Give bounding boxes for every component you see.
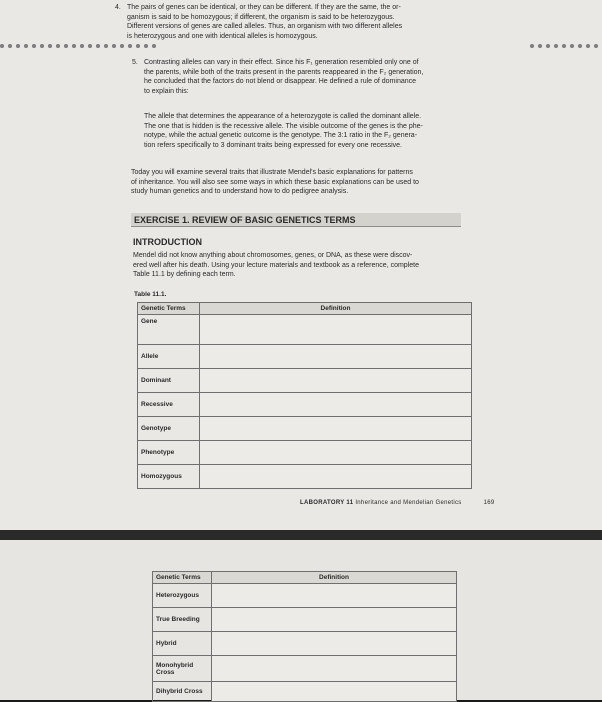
page-gap bbox=[0, 530, 602, 540]
definition-cell[interactable] bbox=[212, 608, 457, 632]
table-row bbox=[138, 315, 472, 345]
page-number: 169 bbox=[483, 500, 495, 506]
paragraph-line: of inheritance. You will also see some ways in which these basic explanations can be used to bbox=[131, 178, 419, 186]
definition-cell[interactable] bbox=[212, 632, 457, 656]
list-item-line: Contrasting alleles can vary in their effect. Since his F₁ generation resembled only one of bbox=[144, 59, 419, 66]
term-cell: Dihybrid Cross bbox=[153, 682, 212, 702]
table-row bbox=[138, 441, 472, 465]
definition-cell[interactable] bbox=[212, 682, 457, 702]
intro-paragraph bbox=[133, 251, 478, 280]
definition-cell[interactable] bbox=[212, 584, 457, 608]
term-cell: Recessive bbox=[138, 393, 200, 417]
table-row bbox=[138, 465, 472, 489]
definition-cell[interactable] bbox=[200, 417, 472, 441]
paragraph-line: Table 11.1 by defining each term. bbox=[133, 271, 236, 278]
term-cell: Genotype bbox=[138, 417, 200, 441]
exercise-title: EXERCISE 1. REVIEW OF BASIC GENETICS TERMS bbox=[131, 213, 461, 227]
table-row bbox=[138, 393, 472, 417]
definition-cell[interactable] bbox=[200, 441, 472, 465]
table-header-definition: Definition bbox=[200, 303, 472, 315]
rule-line: The one that is hidden is the recessive allele. The visible outcome of the genes is the phe- bbox=[144, 122, 423, 130]
list-number: 4. bbox=[115, 4, 121, 11]
term-cell: Homozygous bbox=[138, 465, 200, 489]
rule-line: notype, while the actual genetic outcome is the genotype. The 3:1 ratio in the F₂ genera- bbox=[144, 132, 418, 139]
definition-cell[interactable] bbox=[200, 315, 472, 345]
table-row bbox=[138, 369, 472, 393]
rule-line: The allele that determines the appearance of a heterozygote is called the dominant allele. bbox=[144, 113, 422, 120]
term-cell: Dominant bbox=[138, 369, 200, 393]
list-item-line: Different versions of genes are called alleles. Thus, an organism with two different alleles bbox=[127, 23, 403, 30]
table-header-row bbox=[138, 303, 472, 315]
left-edge-dots bbox=[0, 42, 156, 50]
textbook-page-170 bbox=[0, 540, 602, 700]
term-cell: Hybrid bbox=[153, 632, 212, 656]
paragraph-line: study human genetics and to understand how to do pedigree analysis. bbox=[131, 188, 349, 195]
list-item-line: ganism is said to be homozygous; if different, the organism is said to be heterozygous. bbox=[127, 13, 395, 21]
table-header-term: Genetic Terms bbox=[153, 572, 212, 584]
table-row bbox=[153, 682, 457, 702]
list-item-5 bbox=[132, 58, 484, 96]
table-row bbox=[138, 417, 472, 441]
today-paragraph bbox=[131, 168, 481, 197]
table-caption: Table 11.1. bbox=[134, 291, 167, 298]
dominance-rule bbox=[144, 112, 484, 150]
table-row bbox=[153, 608, 457, 632]
page-footer bbox=[300, 500, 494, 506]
term-cell: Heterozygous bbox=[153, 584, 212, 608]
term-cell: Gene bbox=[138, 315, 200, 345]
genetic-terms-table-continued bbox=[152, 571, 457, 702]
list-item-4 bbox=[115, 3, 487, 41]
footer-lab-number: LABORATORY 11 bbox=[300, 500, 354, 506]
list-item-line: The pairs of genes can be identical, or they can be different. If they are the same, the or- bbox=[127, 4, 401, 11]
rule-line: tion refers specifically to 3 dominant traits being expressed for every one recessive. bbox=[144, 141, 402, 149]
term-cell: True Breeding bbox=[153, 608, 212, 632]
definition-cell[interactable] bbox=[200, 393, 472, 417]
term-cell: Phenotype bbox=[138, 441, 200, 465]
definition-cell[interactable] bbox=[212, 656, 457, 682]
definition-cell[interactable] bbox=[200, 369, 472, 393]
table-row bbox=[153, 656, 457, 682]
footer-lab-title: Inheritance and Mendelian Genetics bbox=[355, 500, 462, 506]
definition-cell[interactable] bbox=[200, 465, 472, 489]
table-row bbox=[153, 632, 457, 656]
term-cell: Allele bbox=[138, 345, 200, 369]
intro-heading: INTRODUCTION bbox=[133, 237, 202, 247]
right-edge-dots bbox=[530, 42, 602, 50]
table-header-row bbox=[153, 572, 457, 584]
paragraph-line: ered well after his death. Using your lecture materials and textbook as a reference, complete bbox=[133, 261, 419, 269]
list-item-line: is heterozygous and one with identical alleles is homozygous. bbox=[127, 32, 318, 40]
paragraph-line: Today you will examine several traits that illustrate Mendel's basic explanations for patterns bbox=[131, 169, 413, 176]
table-row bbox=[153, 584, 457, 608]
definition-cell[interactable] bbox=[200, 345, 472, 369]
list-item-line: the parents, while both of the traits present in the parents reappeared in the F₂ generation, bbox=[144, 68, 424, 76]
table-row bbox=[138, 345, 472, 369]
list-number: 5. bbox=[132, 59, 138, 66]
list-item-line: he concluded that the factors do not blend or disappear. He defined a rule of dominance bbox=[144, 78, 417, 85]
list-item-line: to explain this: bbox=[144, 87, 189, 95]
paragraph-line: Mendel did not know anything about chromosomes, genes, or DNA, as these were discov- bbox=[133, 252, 413, 259]
term-cell: Monohybrid Cross bbox=[153, 656, 212, 682]
table-header-definition: Definition bbox=[212, 572, 457, 584]
table-header-term: Genetic Terms bbox=[138, 303, 200, 315]
genetic-terms-table bbox=[137, 302, 472, 489]
